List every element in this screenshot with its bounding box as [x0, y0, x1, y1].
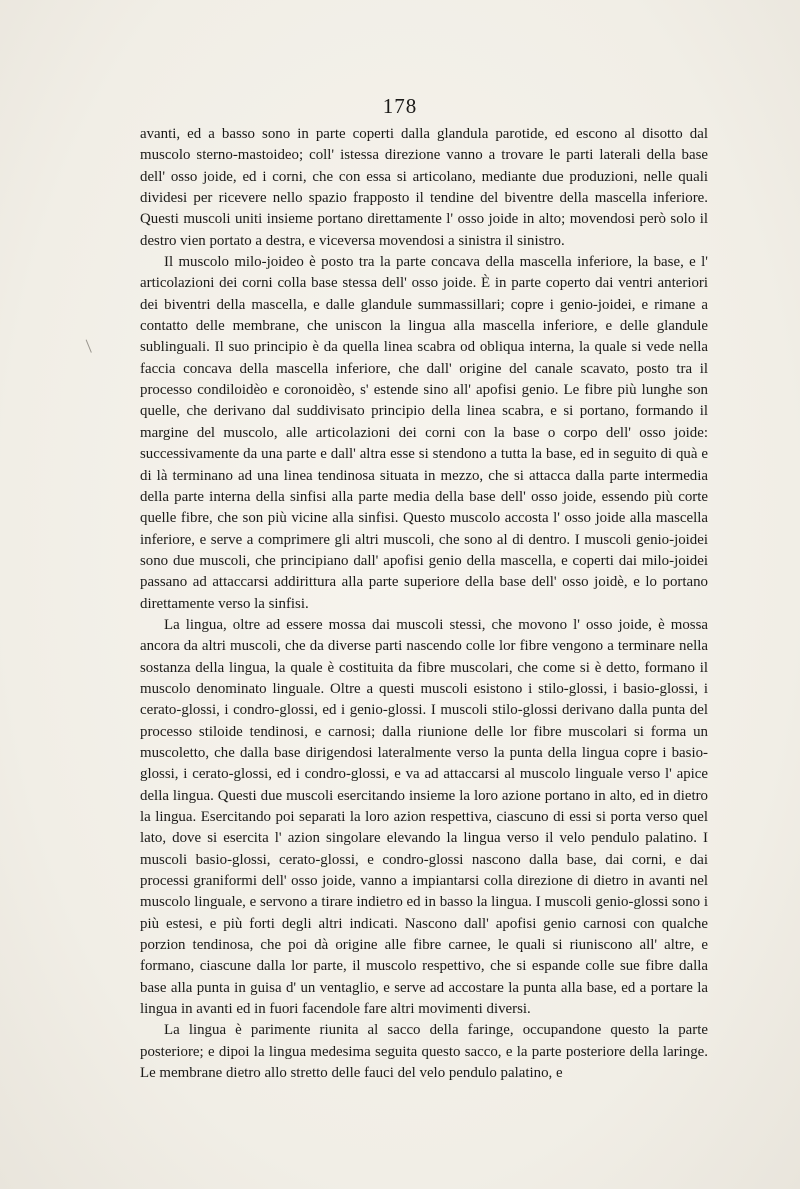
- margin-mark: [86, 337, 98, 353]
- paragraph-continuation: avanti, ed a basso sono in parte coperti dalla glandula parotide, ed escono al disotto dal muscolo sterno-mastoideo; coll' istessa direzione vanno a trovare le parti laterali della base dell' osso joide, ed i corni, che con essa si articolano, mediante due produzioni, nelle quali dividesi per ricevere nello spazio frapposto il tendine del biventre della mascella inferiore. Questi muscoli uniti insieme portano direttamente l' osso joide in alto; movendosi però solo il destro vien portato a destra, e viceversa movendosi a sinistra il sinistro.: [140, 126, 708, 249]
- paragraph-lingua-faringe: La lingua è parimente riunita al sacco della faringe, occupandone questo la parte posteriore; e dipoi la lingua medesima seguita questo sacco, e la parte posteriore della laringe. Le membrane dietro allo stretto delle fauci del velo pendulo palatino, e: [140, 1022, 708, 1082]
- page-number: 178: [382, 94, 418, 118]
- paragraph-milo-joideo: Il muscolo milo-joideo è posto tra la parte concava della mascella inferiore, la base, e l' articolazioni dei corni colla base stessa dell' osso joide. È in parte coperto dai ventri anteriori dei biventri della mascella, e dalle glandule summassillari; copre i genio-joidei, e rimane a contatto delle membrane, che uniscon la lingua alla mascella inferiore, e delle glandule sublinguali. Il suo principio è da quella linea scabra od obliqua interna, la quale si vede nella faccia concava della mascella inferiore, che dall' origine del canale scavato, posto tra il processo condiloidèo e coronoidèo, s' estende sino all' apofisi genio. Le fibre più lunghe son quelle, che derivano dal suddivisato principio della linea scabra, e si portano, formando il margine del muscolo, alle articolazioni dei corni con la base o corpo dell' osso joide: successivamente da una parte e dall' altra esse si stendono a tutta la base, ed in seguito di quà e di là terminano ad una linea tendinosa situata in mezzo, che si attacca dalla parte intermedia della parte interna della sinfisi alla parte media della base dell' osso joide, essendo più corte quelle fibre, che son più vicine alla sinfisi. Questo muscolo accosta l' osso joide alla mascella inferiore, e serve a comprimere gli altri muscoli, che sono al di dentro. I muscoli genio-joidei sono due muscoli, che principiano dall' apofisi genio della mascella, e coperti dai milo-joidei passano ad attaccarsi addirittura alla parte superiore della base dell' osso joidè, e lo portano direttamente verso la sinfisi.: [140, 254, 708, 612]
- paragraph-lingua-muscoli: La lingua, oltre ad essere mossa dai muscoli stessi, che movono l' osso joide, è mossa ancora da altri muscoli, che da diverse parti nascendo colle lor fibre vengono a terminare nella sostanza della lingua, la quale è costituita da fibre muscolari, che come si è detto, formano il muscolo denominato linguale. Oltre a questi muscoli esistono i stilo-glossi, i basio-glossi, i cerato-glossi, i condro-glossi, ed i genio-glossi. I muscoli stilo-glossi derivano dalla punta del processo stiloide tendinosi, e carnosi; dalla riunione delle lor fibre muscolari si forma un muscoletto, che dalla base dirigendosi lateralmente verso la punta della lingua copre i basio-glossi, i cerato-glossi, ed i condro-glossi, e va ad attaccarsi al muscolo linguale verso l' apice della lingua. Questi due muscoli esercitando insieme la loro azione portano in alto, ed in dietro la lingua. Esercitando poi separati la loro azion respettiva, ciascuno di essi si porta verso quel lato, dove si esercita l' azion singolare elevando la lingua verso il velo pendulo palatino. I muscoli basio-glossi, cerato-glossi, e condro-glossi nascono dalla base, dai corni, e dai processi graniformi dell' osso joide, vanno a impiantarsi colla direzione di dietro in avanti nel muscolo linguale, e servono a tirare indietro ed in basso la lingua. I muscoli genio-glossi sono i più estesi, e più forti degli altri indicati. Nascono dall' apofisi genio carnosi con qualche porzion tendinosa, che poi dà origine alle fibre carnee, le quali si riuniscono all' altre, e formano, ciascune dalla lor parte, il muscolo respettivo, che si espande colle sue fibre dalla base alla punta in guisa d' un ventaglio, e serve ad accostare la punta alla base, ed a portare la lingua in avanti ed in fuori facendole fare altri movimenti diversi.: [140, 616, 708, 1018]
- body-text: [140, 124, 708, 1084]
